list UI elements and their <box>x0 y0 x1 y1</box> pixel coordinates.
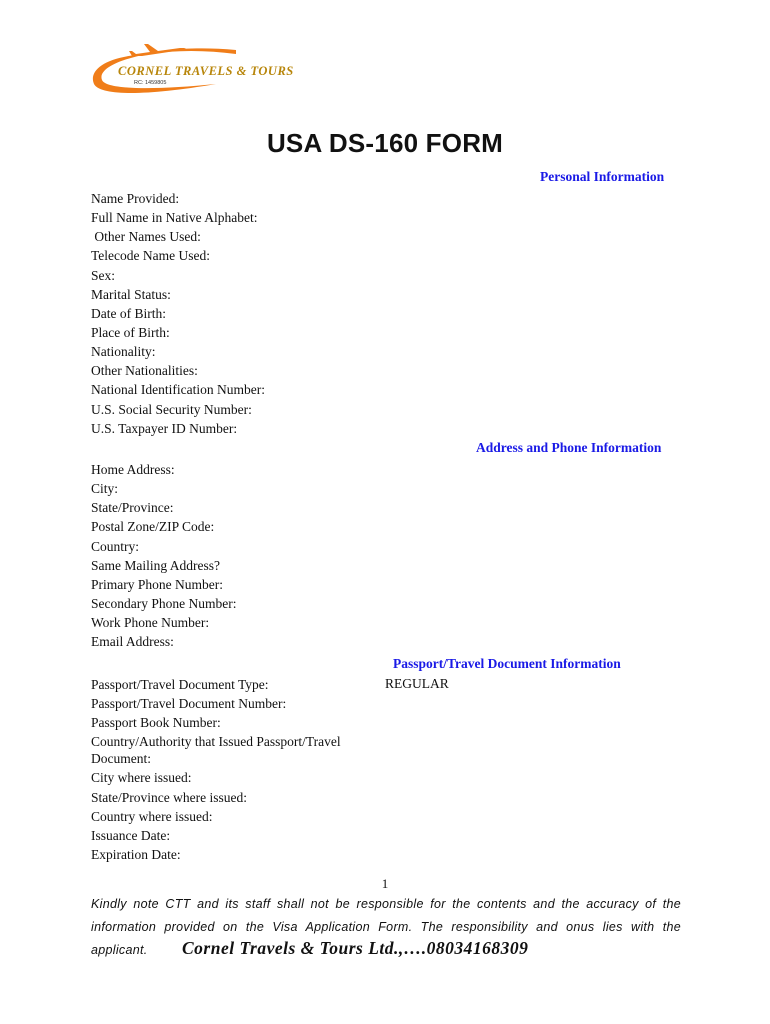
field-label: Marital Status: <box>91 287 171 302</box>
disclaimer-text: Kindly note CTT and its staff shall not be responsible for the contents and the accuracy of the information provided on the Visa Application Form. The responsibility and onus lies with the applicant. <box>91 897 681 957</box>
company-logo <box>86 40 306 100</box>
field-label: Primary Phone Number: <box>91 577 223 592</box>
field-label: Country: <box>91 539 140 554</box>
field-label: Other Names Used: <box>91 229 201 244</box>
field-label: Country/Authority that Issued Passport/Travel <box>91 734 341 749</box>
section-heading-address: Address and Phone Information <box>476 440 662 455</box>
field-label: State/Province: <box>91 500 174 515</box>
page-number: 1 <box>381 876 389 891</box>
document-type-value: REGULAR <box>385 676 449 691</box>
field-label: U.S. Taxpayer ID Number: <box>91 421 238 436</box>
field-label: Passport/Travel Document Type: <box>91 677 269 692</box>
field-label: Passport/Travel Document Number: <box>91 696 287 711</box>
field-label: Place of Birth: <box>91 325 170 340</box>
field-label: Other Nationalities: <box>91 363 198 378</box>
section-heading-passport: Passport/Travel Document Information <box>393 656 621 671</box>
company-signature: Cornel Travels & Tours Ltd.,….08034168309 <box>182 938 529 958</box>
field-label: Telecode Name Used: <box>91 248 211 263</box>
field-label: Email Address: <box>91 634 174 649</box>
airplane-icon <box>129 44 186 56</box>
field-label: U.S. Social Security Number: <box>91 402 252 417</box>
field-label: Sex: <box>91 268 116 283</box>
logo-text: CORNEL TRAVELS & TOURS <box>118 64 294 78</box>
field-label: Secondary Phone Number: <box>91 596 237 611</box>
field-label: Same Mailing Address? <box>91 558 220 573</box>
field-label: Document: <box>91 751 151 766</box>
field-label: Country where issued: <box>91 809 213 824</box>
field-label: Home Address: <box>91 462 175 477</box>
field-label: State/Province where issued: <box>91 790 247 805</box>
field-label: Issuance Date: <box>91 828 171 843</box>
field-label: Expiration Date: <box>91 847 181 862</box>
field-label: Date of Birth: <box>91 306 166 321</box>
field-label: Name Provided: <box>91 191 180 206</box>
field-label: Postal Zone/ZIP Code: <box>91 519 215 534</box>
field-label: Work Phone Number: <box>91 615 210 630</box>
field-label: National Identification Number: <box>91 382 265 397</box>
logo-rc-number: RC: 1459805 <box>134 80 167 86</box>
page-title: USA DS-160 FORM <box>266 128 504 158</box>
field-label: Full Name in Native Alphabet: <box>91 210 258 225</box>
section-heading-personal: Personal Information <box>540 169 665 184</box>
field-label: Passport Book Number: <box>91 715 221 730</box>
field-label: Nationality: <box>91 344 156 359</box>
field-label: City where issued: <box>91 770 192 785</box>
field-label: City: <box>91 481 119 496</box>
